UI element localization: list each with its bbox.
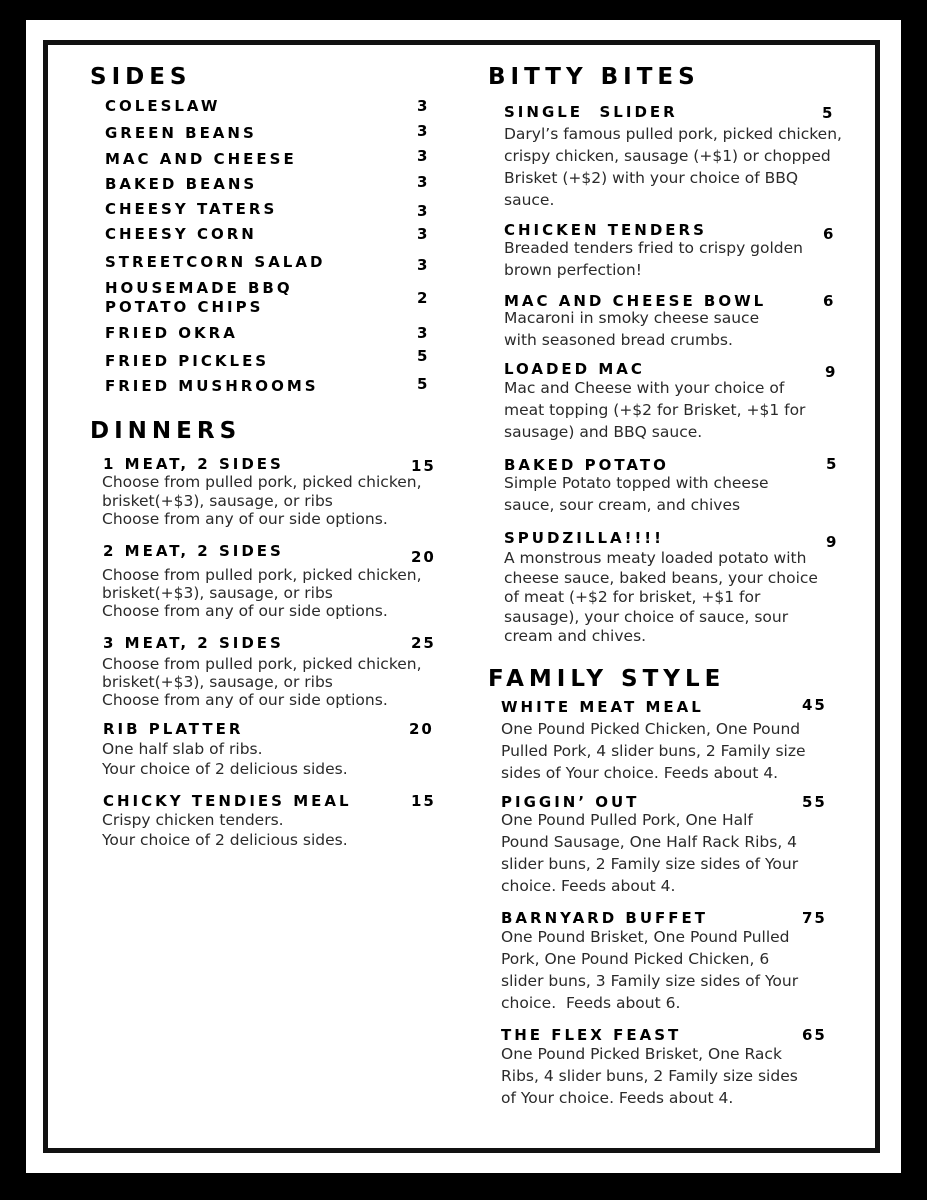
bites-item-description: Daryl’s famous pulled pork, picked chicken, crispy chicken, sausage (+$1) or chopped Brisket (+$2) with your choice of BBQ sauce. — [504, 125, 842, 209]
family-item-name: THE FLEX FEAST — [501, 1026, 682, 1044]
side-item-name: FRIED MUSHROOMS — [105, 377, 319, 395]
bites-item-price: 5 — [826, 455, 839, 473]
sides-heading: SIDES — [90, 64, 192, 90]
family-item-price: 55 — [802, 793, 827, 811]
dinner-item-price: 20 — [411, 548, 436, 566]
side-item-name: GREEN BEANS — [105, 124, 257, 142]
side-item-name: HOUSEMADE BBQ POTATO CHIPS — [105, 279, 293, 316]
bites-item-name: MAC AND CHEESE BOWL — [504, 292, 767, 310]
dinners-heading: DINNERS — [90, 418, 242, 444]
bites-item-name: SINGLE SLIDER — [504, 103, 678, 121]
dinner-item-price: 20 — [409, 720, 434, 738]
bites-item-description: Breaded tenders fried to crispy golden brown perfection! — [504, 239, 803, 279]
family-item-price: 45 — [802, 696, 827, 714]
bites-item-name: SPUDZILLA!!!! — [504, 529, 664, 547]
side-item-name: BAKED BEANS — [105, 175, 258, 193]
family-item-name: BARNYARD BUFFET — [501, 909, 708, 927]
dinner-item-name: 1 MEAT, 2 SIDES — [103, 455, 284, 473]
side-item-price: 3 — [417, 147, 430, 165]
side-item-name: STREETCORN SALAD — [105, 253, 326, 271]
side-item-name: MAC AND CHEESE — [105, 150, 297, 168]
side-item-name: FRIED PICKLES — [105, 352, 270, 370]
family-item-name: WHITE MEAT MEAL — [501, 698, 704, 716]
side-item-name: FRIED OKRA — [105, 324, 238, 342]
side-item-price: 3 — [417, 256, 430, 274]
family-style-heading: FAMILY STYLE — [488, 666, 726, 692]
side-item-price: 3 — [417, 225, 430, 243]
side-item-price: 3 — [417, 97, 430, 115]
dinner-item-description: Choose from pulled pork, picked chicken, brisket(+$3), sausage, or ribs Choose from any of our side options. — [102, 473, 422, 528]
dinner-item-name: CHICKY TENDIES MEAL — [103, 792, 352, 810]
bites-item-name: CHICKEN TENDERS — [504, 221, 707, 239]
side-item-price: 5 — [417, 347, 430, 365]
family-item-name: PIGGIN’ OUT — [501, 793, 640, 811]
side-item-name: CHEESY TATERS — [105, 200, 278, 218]
bites-item-price: 6 — [823, 225, 836, 243]
bites-item-name: BAKED POTATO — [504, 456, 669, 474]
bites-item-description: Macaroni in smoky cheese sauce with seasoned bread crumbs. — [504, 309, 760, 349]
family-item-price: 65 — [802, 1026, 827, 1044]
family-item-description: One Pound Pulled Pork, One Half Pound Sausage, One Half Rack Ribs, 4 slider buns, 2 Family size sides of Your choice. Feeds about 4. — [501, 811, 799, 895]
side-item-price: 3 — [417, 202, 430, 220]
dinner-item-description: Choose from pulled pork, picked chicken, brisket(+$3), sausage, or ribs Choose from any of our side options. — [102, 566, 422, 620]
bites-item-price: 9 — [826, 533, 839, 551]
dinner-item-description: One half slab of ribs. Your choice of 2 delicious sides. — [102, 740, 348, 778]
bites-item-description: Mac and Cheese with your choice of meat topping (+$2 for Brisket, +$1 for sausage) and BBQ sauce. — [504, 379, 806, 441]
bites-item-name: LOADED MAC — [504, 360, 645, 378]
dinner-item-name: RIB PLATTER — [103, 720, 244, 738]
bites-item-price: 5 — [822, 104, 835, 122]
bites-item-price: 6 — [823, 292, 836, 310]
bites-item-description: Simple Potato topped with cheese sauce, sour cream, and chives — [504, 474, 769, 514]
bitty-bites-heading: BITTY BITES — [488, 64, 700, 90]
family-item-price: 75 — [802, 909, 827, 927]
dinner-item-name: 2 MEAT, 2 SIDES — [103, 542, 284, 560]
side-item-price: 3 — [417, 122, 430, 140]
family-item-description: One Pound Picked Chicken, One Pound Pulled Pork, 4 slider buns, 2 Family size sides of Your choice. Feeds about 4. — [501, 720, 806, 782]
dinner-item-description: Crispy chicken tenders. Your choice of 2 delicious sides. — [102, 811, 348, 849]
side-item-price: 5 — [417, 375, 430, 393]
dinner-item-price: 15 — [411, 457, 436, 475]
side-item-price: 3 — [417, 324, 430, 342]
dinner-item-description: Choose from pulled pork, picked chicken, brisket(+$3), sausage, or ribs Choose from any of our side options. — [102, 655, 422, 709]
side-item-name: CHEESY CORN — [105, 225, 257, 243]
family-item-description: One Pound Brisket, One Pound Pulled Pork, One Pound Picked Chicken, 6 slider buns, 3 Family size sides of Your choice. Feeds about 6. — [501, 928, 799, 1012]
bites-item-description: A monstrous meaty loaded potato with cheese sauce, baked beans, your choice of meat (+$2 for brisket, +$1 for sausage), your choice of sauce, sour cream and chives. — [504, 549, 818, 645]
dinner-item-name: 3 MEAT, 2 SIDES — [103, 634, 284, 652]
side-item-price: 2 — [417, 289, 430, 307]
bites-item-price: 9 — [825, 363, 838, 381]
side-item-price: 3 — [417, 173, 430, 191]
dinner-item-price: 15 — [411, 792, 436, 810]
dinner-item-price: 25 — [411, 634, 436, 652]
family-item-description: One Pound Picked Brisket, One Rack Ribs, 4 slider buns, 2 Family size sides of Your choice. Feeds about 4. — [501, 1045, 798, 1107]
side-item-name: COLESLAW — [105, 97, 221, 115]
